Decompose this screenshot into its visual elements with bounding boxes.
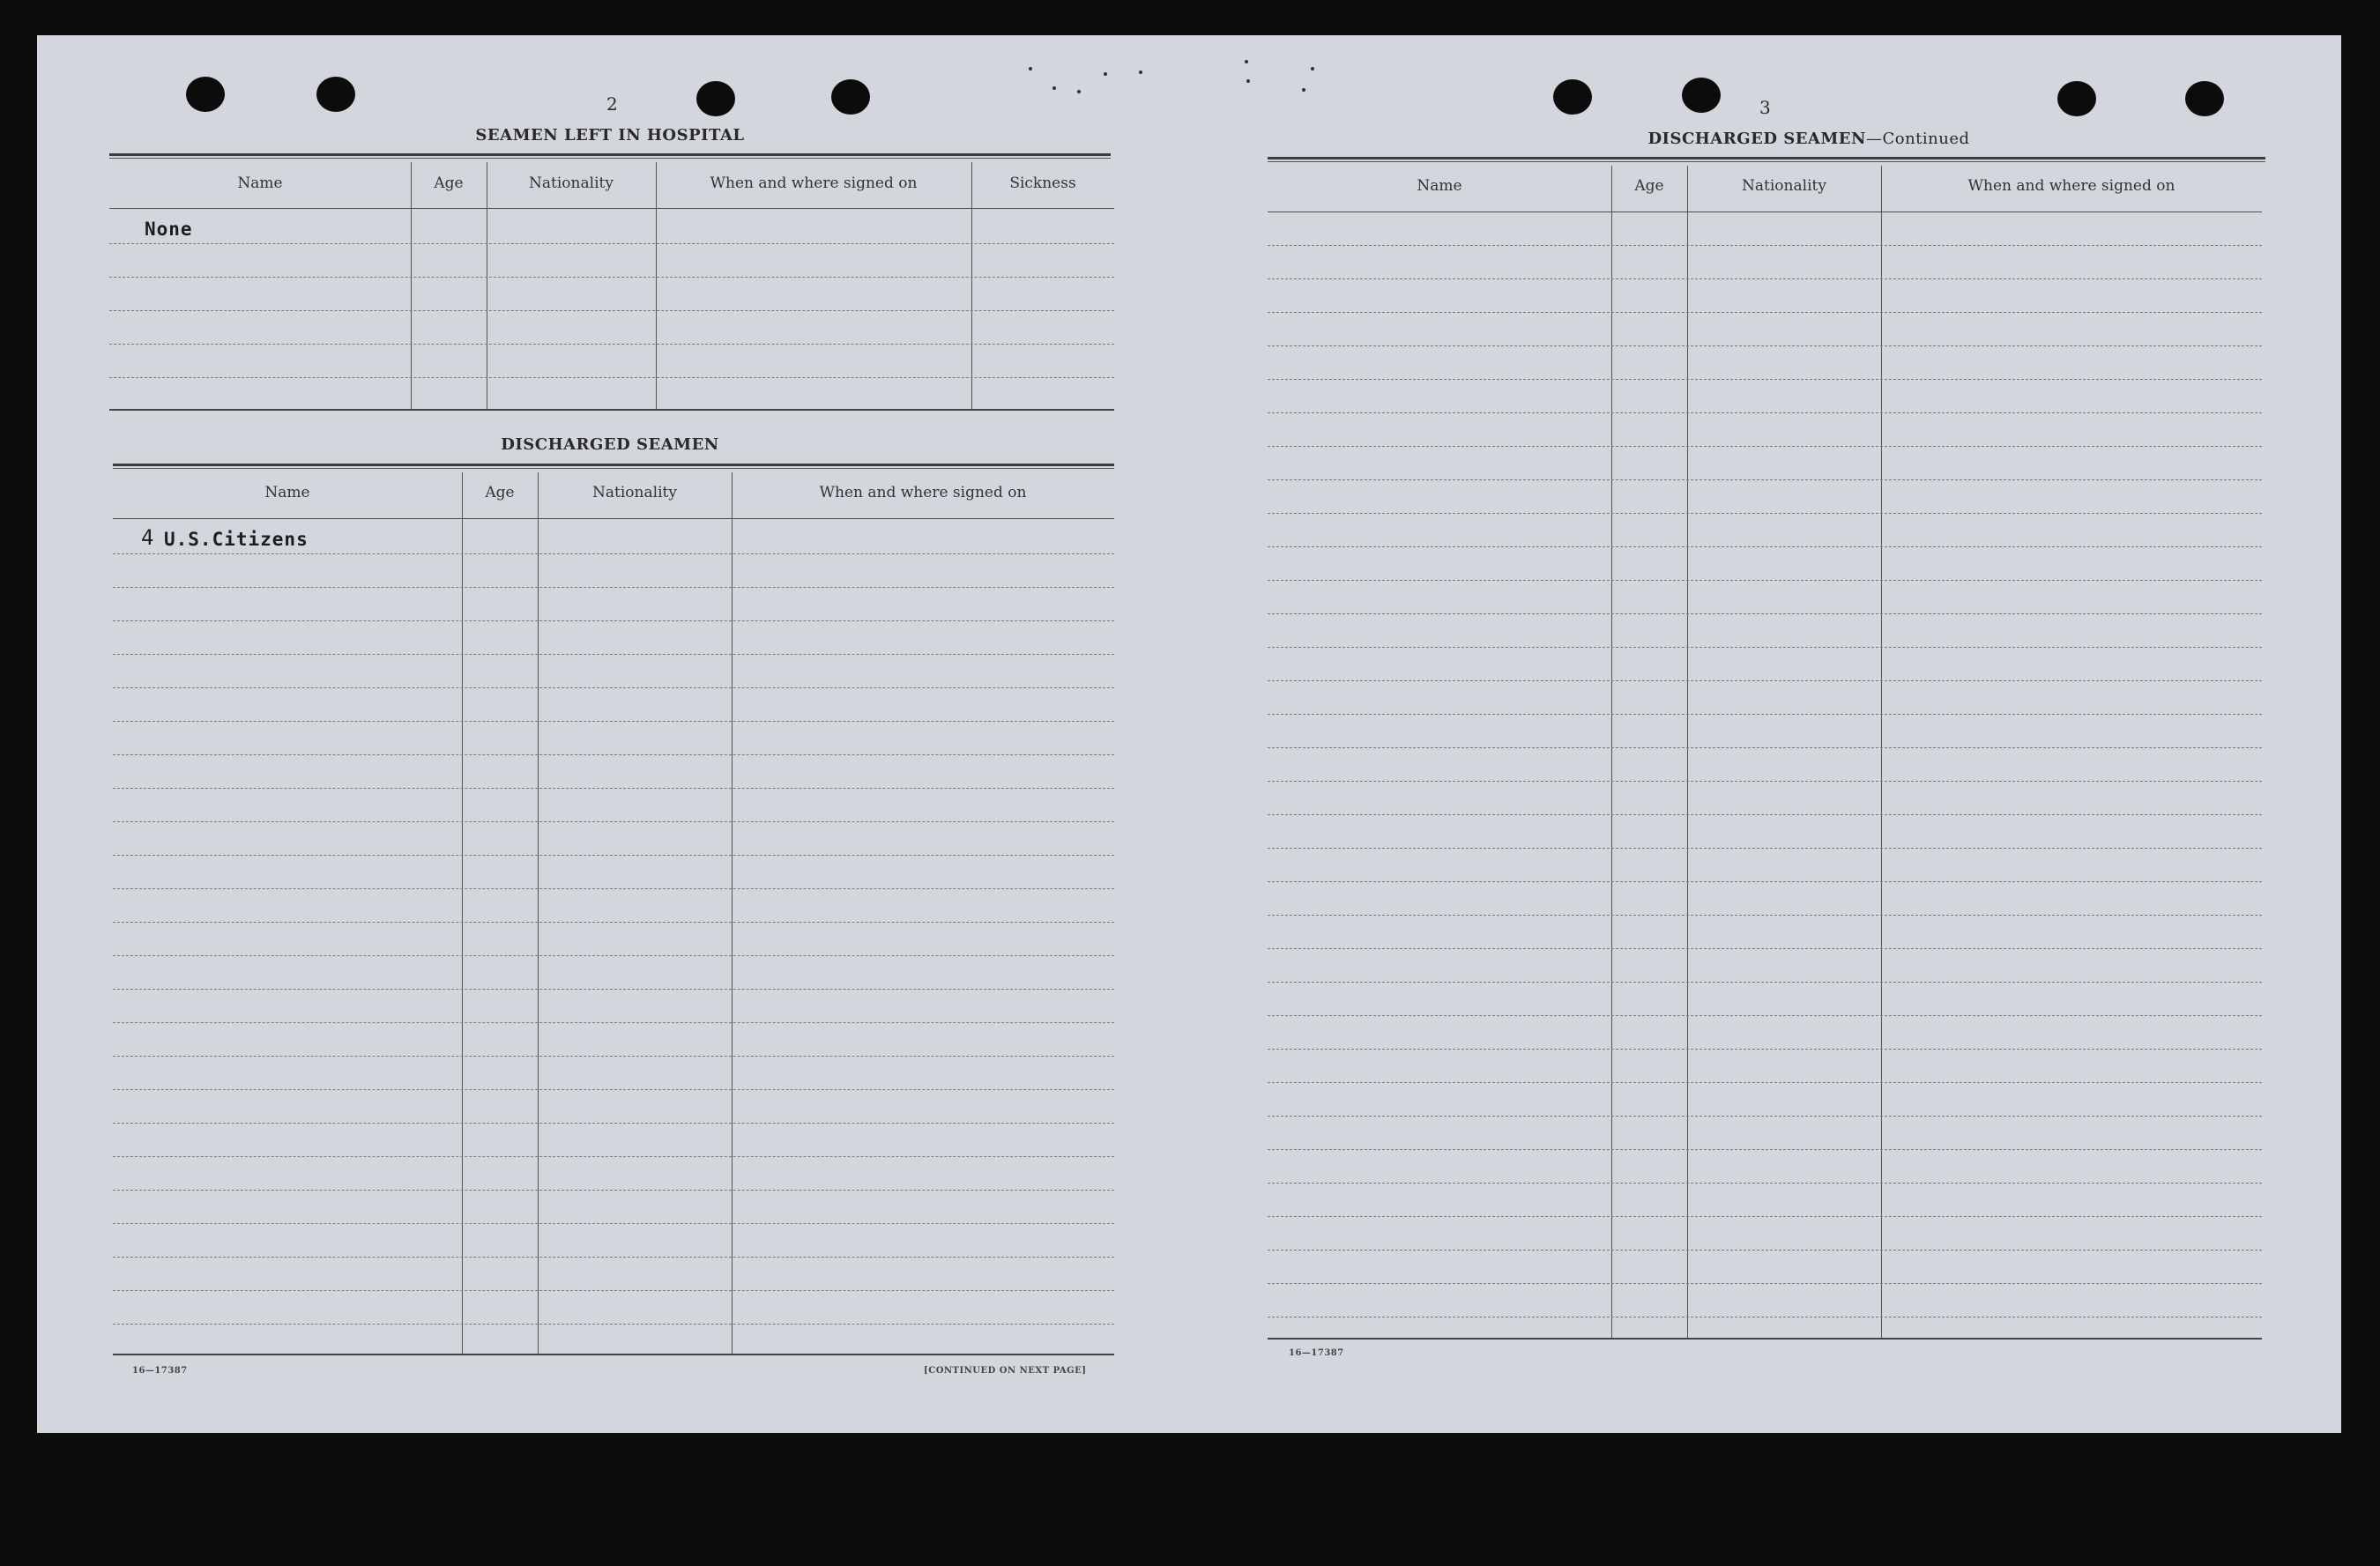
table-row-line bbox=[113, 1022, 1114, 1023]
table-row-line bbox=[1268, 747, 2262, 748]
speck bbox=[1052, 86, 1056, 90]
table-row-line bbox=[1268, 379, 2262, 380]
table-row-line bbox=[113, 788, 1114, 789]
table-row-line bbox=[1268, 312, 2262, 313]
table-row-line bbox=[1268, 948, 2262, 949]
page-number-right: 3 bbox=[1759, 97, 1771, 118]
punch-hole bbox=[2185, 81, 2224, 116]
column-header-nationality: Nationality bbox=[592, 484, 677, 501]
table-row-line bbox=[113, 1257, 1114, 1258]
table-row-line bbox=[1268, 1283, 2262, 1284]
table-row-line bbox=[109, 310, 1114, 311]
table-row-line bbox=[1268, 1183, 2262, 1184]
column-header-sickness: Sickness bbox=[1009, 174, 1076, 192]
column-header-age: Age bbox=[1634, 177, 1664, 195]
column-header-nationality: Nationality bbox=[1742, 177, 1826, 195]
table-row-line bbox=[1268, 814, 2262, 815]
table-row-line bbox=[113, 1089, 1114, 1090]
table-row-line bbox=[1268, 446, 2262, 447]
column-header-when-where: When and where signed on bbox=[819, 484, 1027, 501]
column-header-nationality: Nationality bbox=[529, 174, 614, 192]
discharged-table bbox=[113, 472, 1114, 1355]
table-row-line bbox=[109, 344, 1114, 345]
discharged-continued-rule bbox=[1268, 157, 2265, 162]
form-number-right: 16—17387 bbox=[1289, 1348, 1344, 1358]
table-row-line bbox=[113, 989, 1114, 990]
table-row-line bbox=[113, 888, 1114, 889]
speck bbox=[1246, 79, 1250, 83]
continued-note: [CONTINUED ON NEXT PAGE] bbox=[924, 1366, 1087, 1376]
table-row-line bbox=[1268, 546, 2262, 547]
speck bbox=[1029, 67, 1032, 71]
column-divider bbox=[462, 472, 463, 1354]
table-row-line bbox=[113, 821, 1114, 822]
punch-hole bbox=[696, 81, 735, 116]
speck bbox=[1311, 67, 1314, 71]
discharged-continued-title-suffix: —Continued bbox=[1865, 130, 1970, 148]
table-row-line bbox=[109, 277, 1114, 278]
punch-hole bbox=[316, 77, 355, 112]
discharged-entry-count: 4 bbox=[141, 525, 155, 550]
table-row-line bbox=[113, 1056, 1114, 1057]
table-row-line bbox=[1268, 479, 2262, 480]
table-row-line bbox=[113, 1190, 1114, 1191]
table-row-line bbox=[1268, 1015, 2262, 1016]
column-header-age: Age bbox=[434, 174, 464, 192]
discharged-entry-text: U.S.Citizens bbox=[164, 529, 309, 550]
hospital-table bbox=[109, 162, 1114, 411]
table-row-line bbox=[113, 687, 1114, 688]
table-row-line bbox=[1268, 1116, 2262, 1117]
column-header-name: Name bbox=[1417, 177, 1462, 195]
column-header-when-where: When and where signed on bbox=[1967, 177, 2175, 195]
discharged-continued-title bbox=[1500, 130, 2117, 148]
table-row-line bbox=[1268, 982, 2262, 983]
table-row-line bbox=[113, 721, 1114, 722]
table-row-line bbox=[113, 620, 1114, 621]
table-row-line bbox=[1268, 1082, 2262, 1083]
hospital-entry: None bbox=[145, 219, 193, 240]
discharged-title-rule bbox=[113, 464, 1114, 469]
page-number-left: 2 bbox=[606, 93, 618, 115]
punch-hole bbox=[2057, 81, 2096, 116]
column-divider bbox=[1687, 166, 1688, 1338]
table-row-line bbox=[113, 1156, 1114, 1157]
column-header-age: Age bbox=[485, 484, 515, 501]
column-divider bbox=[1611, 166, 1612, 1338]
header-underline bbox=[109, 208, 1114, 209]
table-row-line bbox=[1268, 580, 2262, 581]
hospital-title-rule bbox=[109, 153, 1111, 159]
discharged-section-title: DISCHARGED SEAMEN bbox=[501, 435, 719, 454]
table-row-line bbox=[1268, 848, 2262, 849]
table-row-line bbox=[1268, 915, 2262, 916]
header-underline bbox=[113, 518, 1114, 519]
document-sheet bbox=[37, 35, 2341, 1433]
column-divider bbox=[732, 472, 733, 1354]
discharged-continued-table bbox=[1268, 166, 2262, 1340]
table-row-line bbox=[113, 1290, 1114, 1291]
column-header-when-where: When and where signed on bbox=[710, 174, 918, 192]
table-row-line bbox=[1268, 613, 2262, 614]
form-number-left: 16—17387 bbox=[132, 1366, 188, 1376]
table-row-line bbox=[113, 1324, 1114, 1325]
punch-hole bbox=[1553, 79, 1592, 115]
table-row-line bbox=[1268, 1149, 2262, 1150]
table-row-line bbox=[1268, 1250, 2262, 1251]
table-row-line bbox=[113, 1223, 1114, 1224]
table-row-line bbox=[113, 587, 1114, 588]
discharged-continued-title-main: DISCHARGED SEAMEN bbox=[1647, 130, 1866, 148]
table-row-line bbox=[113, 553, 1114, 554]
column-divider bbox=[411, 162, 412, 409]
table-row-line bbox=[1268, 245, 2262, 246]
table-row-line bbox=[1268, 647, 2262, 648]
table-row-line bbox=[1268, 345, 2262, 346]
table-row-line bbox=[1268, 1049, 2262, 1050]
punch-hole bbox=[186, 77, 225, 112]
table-row-line bbox=[1268, 1216, 2262, 1217]
table-row-line bbox=[113, 754, 1114, 755]
speck bbox=[1077, 90, 1081, 93]
table-row-line bbox=[1268, 680, 2262, 681]
column-divider bbox=[656, 162, 657, 409]
table-row-line bbox=[109, 377, 1114, 378]
speck bbox=[1104, 72, 1107, 76]
table-row-line bbox=[113, 654, 1114, 655]
table-row-line bbox=[113, 1123, 1114, 1124]
table-row-line bbox=[113, 855, 1114, 856]
speck bbox=[1302, 88, 1305, 92]
table-row-line bbox=[113, 922, 1114, 923]
table-row-line bbox=[1268, 714, 2262, 715]
table-row-line bbox=[1268, 781, 2262, 782]
punch-hole bbox=[1682, 78, 1721, 113]
table-row-line bbox=[1268, 881, 2262, 882]
punch-hole bbox=[831, 79, 870, 115]
hospital-section-title: SEAMEN LEFT IN HOSPITAL bbox=[475, 126, 745, 145]
speck bbox=[1139, 71, 1142, 74]
column-divider bbox=[538, 472, 539, 1354]
column-header-name: Name bbox=[237, 174, 283, 192]
column-header-name: Name bbox=[264, 484, 310, 501]
table-row-line bbox=[113, 955, 1114, 956]
table-row-line bbox=[109, 243, 1114, 244]
column-divider bbox=[971, 162, 972, 409]
table-row-line bbox=[1268, 412, 2262, 413]
column-divider bbox=[1881, 166, 1882, 1338]
speck bbox=[1245, 60, 1248, 63]
table-row-line bbox=[1268, 278, 2262, 279]
table-row-line bbox=[1268, 513, 2262, 514]
